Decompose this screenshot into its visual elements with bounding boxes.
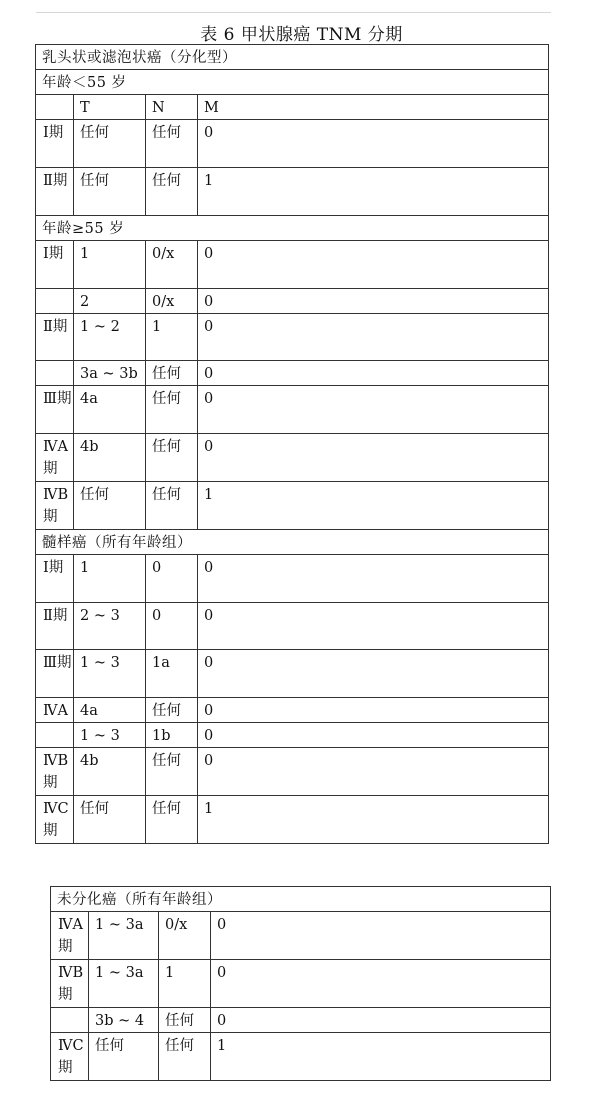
stage-cell: ⅣB期 — [51, 960, 89, 1008]
tnm-staging-table — [35, 44, 549, 844]
n-cell: 任何 — [146, 796, 198, 844]
m-cell: 0 — [198, 603, 549, 650]
m-cell: 0 — [198, 120, 549, 168]
n-cell: 1 — [146, 314, 198, 361]
m-cell: 0 — [198, 361, 549, 386]
header-m: M — [198, 95, 549, 120]
t-cell: 1 ~ 3a — [89, 960, 159, 1008]
table-row — [36, 434, 549, 482]
section-age-under-55: 年龄＜55 岁 — [36, 70, 549, 95]
m-cell: 0 — [211, 1008, 551, 1033]
section-papillary: 乳头状或滤泡状癌（分化型） — [36, 45, 549, 70]
table-row — [51, 960, 551, 1008]
m-cell: 1 — [198, 796, 549, 844]
table-row — [36, 241, 549, 289]
stage-cell: ⅣC期 — [36, 796, 74, 844]
stage-cell: Ⅱ期 — [36, 168, 74, 216]
t-cell: 4b — [74, 748, 146, 796]
m-cell: 0 — [198, 289, 549, 314]
n-cell: 任何 — [146, 482, 198, 530]
n-cell: 任何 — [159, 1008, 211, 1033]
n-cell: 任何 — [146, 168, 198, 216]
table-row — [36, 289, 549, 314]
header-n: N — [146, 95, 198, 120]
t-cell: 3b ~ 4 — [89, 1008, 159, 1033]
m-cell: 0 — [198, 314, 549, 361]
t-cell: 任何 — [74, 796, 146, 844]
m-cell: 0 — [198, 386, 549, 434]
m-cell: 0 — [211, 912, 551, 960]
n-cell: 0/x — [159, 912, 211, 960]
t-cell: 2 ~ 3 — [74, 603, 146, 650]
header-stage-cell — [36, 95, 74, 120]
n-cell: 任何 — [146, 434, 198, 482]
table-row — [36, 361, 549, 386]
section-undifferentiated: 未分化癌（所有年龄组） — [51, 887, 551, 912]
t-cell: 1 ~ 2 — [74, 314, 146, 361]
table-row — [36, 314, 549, 361]
top-divider — [36, 12, 551, 13]
stage-cell: ⅣB期 — [36, 482, 74, 530]
n-cell: 任何 — [146, 120, 198, 168]
table-row — [36, 748, 549, 796]
n-cell: 任何 — [146, 386, 198, 434]
n-cell: 任何 — [146, 698, 198, 723]
stage-cell: ⅣB期 — [36, 748, 74, 796]
t-cell: 4a — [74, 698, 146, 723]
n-cell: 任何 — [146, 361, 198, 386]
table-row — [36, 386, 549, 434]
n-cell: 0/x — [146, 289, 198, 314]
stage-cell: Ⅱ期 — [36, 314, 74, 361]
table-row — [36, 120, 549, 168]
stage-cell — [36, 723, 74, 748]
t-cell: 任何 — [74, 168, 146, 216]
t-cell: 1 ~ 3a — [89, 912, 159, 960]
t-cell: 任何 — [89, 1033, 159, 1081]
page-title: 表 6 甲状腺癌 TNM 分期 — [200, 25, 403, 45]
m-cell: 0 — [198, 555, 549, 603]
n-cell: 1a — [146, 650, 198, 698]
stage-cell — [51, 1008, 89, 1033]
t-cell: 1 — [74, 555, 146, 603]
m-cell: 1 — [198, 168, 549, 216]
table-row — [36, 796, 549, 844]
stage-cell: Ⅰ期 — [36, 241, 74, 289]
stage-cell — [36, 289, 74, 314]
m-cell: 0 — [198, 723, 549, 748]
undifferentiated-staging-table — [50, 886, 551, 1081]
stage-cell: Ⅰ期 — [36, 120, 74, 168]
stage-cell: ⅣA — [36, 698, 74, 723]
section-age-55-plus: 年龄≥55 岁 — [36, 216, 549, 241]
m-cell: 0 — [211, 960, 551, 1008]
n-cell: 0 — [146, 603, 198, 650]
m-cell: 1 — [211, 1033, 551, 1081]
t-cell: 1 ~ 3 — [74, 650, 146, 698]
n-cell: 1b — [146, 723, 198, 748]
section-medullary: 髓样癌（所有年龄组） — [36, 530, 549, 555]
table-header-row — [36, 95, 549, 120]
m-cell: 0 — [198, 698, 549, 723]
stage-cell: Ⅰ期 — [36, 555, 74, 603]
t-cell: 3a ~ 3b — [74, 361, 146, 386]
table-row — [36, 723, 549, 748]
stage-cell: Ⅲ期 — [36, 386, 74, 434]
m-cell: 0 — [198, 241, 549, 289]
stage-cell: ⅣA期 — [36, 434, 74, 482]
m-cell: 0 — [198, 434, 549, 482]
t-cell: 1 ~ 3 — [74, 723, 146, 748]
n-cell: 任何 — [146, 748, 198, 796]
stage-cell — [36, 361, 74, 386]
t-cell: 任何 — [74, 482, 146, 530]
stage-cell: ⅣC期 — [51, 1033, 89, 1081]
stage-cell: ⅣA期 — [51, 912, 89, 960]
table-row — [36, 555, 549, 603]
table-row — [36, 603, 549, 650]
n-cell: 任何 — [159, 1033, 211, 1081]
stage-cell: Ⅲ期 — [36, 650, 74, 698]
m-cell: 1 — [198, 482, 549, 530]
table-row — [36, 650, 549, 698]
n-cell: 0/x — [146, 241, 198, 289]
m-cell: 0 — [198, 748, 549, 796]
table-row — [36, 168, 549, 216]
n-cell: 1 — [159, 960, 211, 1008]
t-cell: 2 — [74, 289, 146, 314]
table-row — [36, 482, 549, 530]
m-cell: 0 — [198, 650, 549, 698]
table-row — [51, 1033, 551, 1081]
table-row — [51, 912, 551, 960]
n-cell: 0 — [146, 555, 198, 603]
t-cell: 1 — [74, 241, 146, 289]
header-t: T — [74, 95, 146, 120]
table-row — [36, 698, 549, 723]
t-cell: 4b — [74, 434, 146, 482]
table-row — [51, 1008, 551, 1033]
t-cell: 4a — [74, 386, 146, 434]
t-cell: 任何 — [74, 120, 146, 168]
stage-cell: Ⅱ期 — [36, 603, 74, 650]
